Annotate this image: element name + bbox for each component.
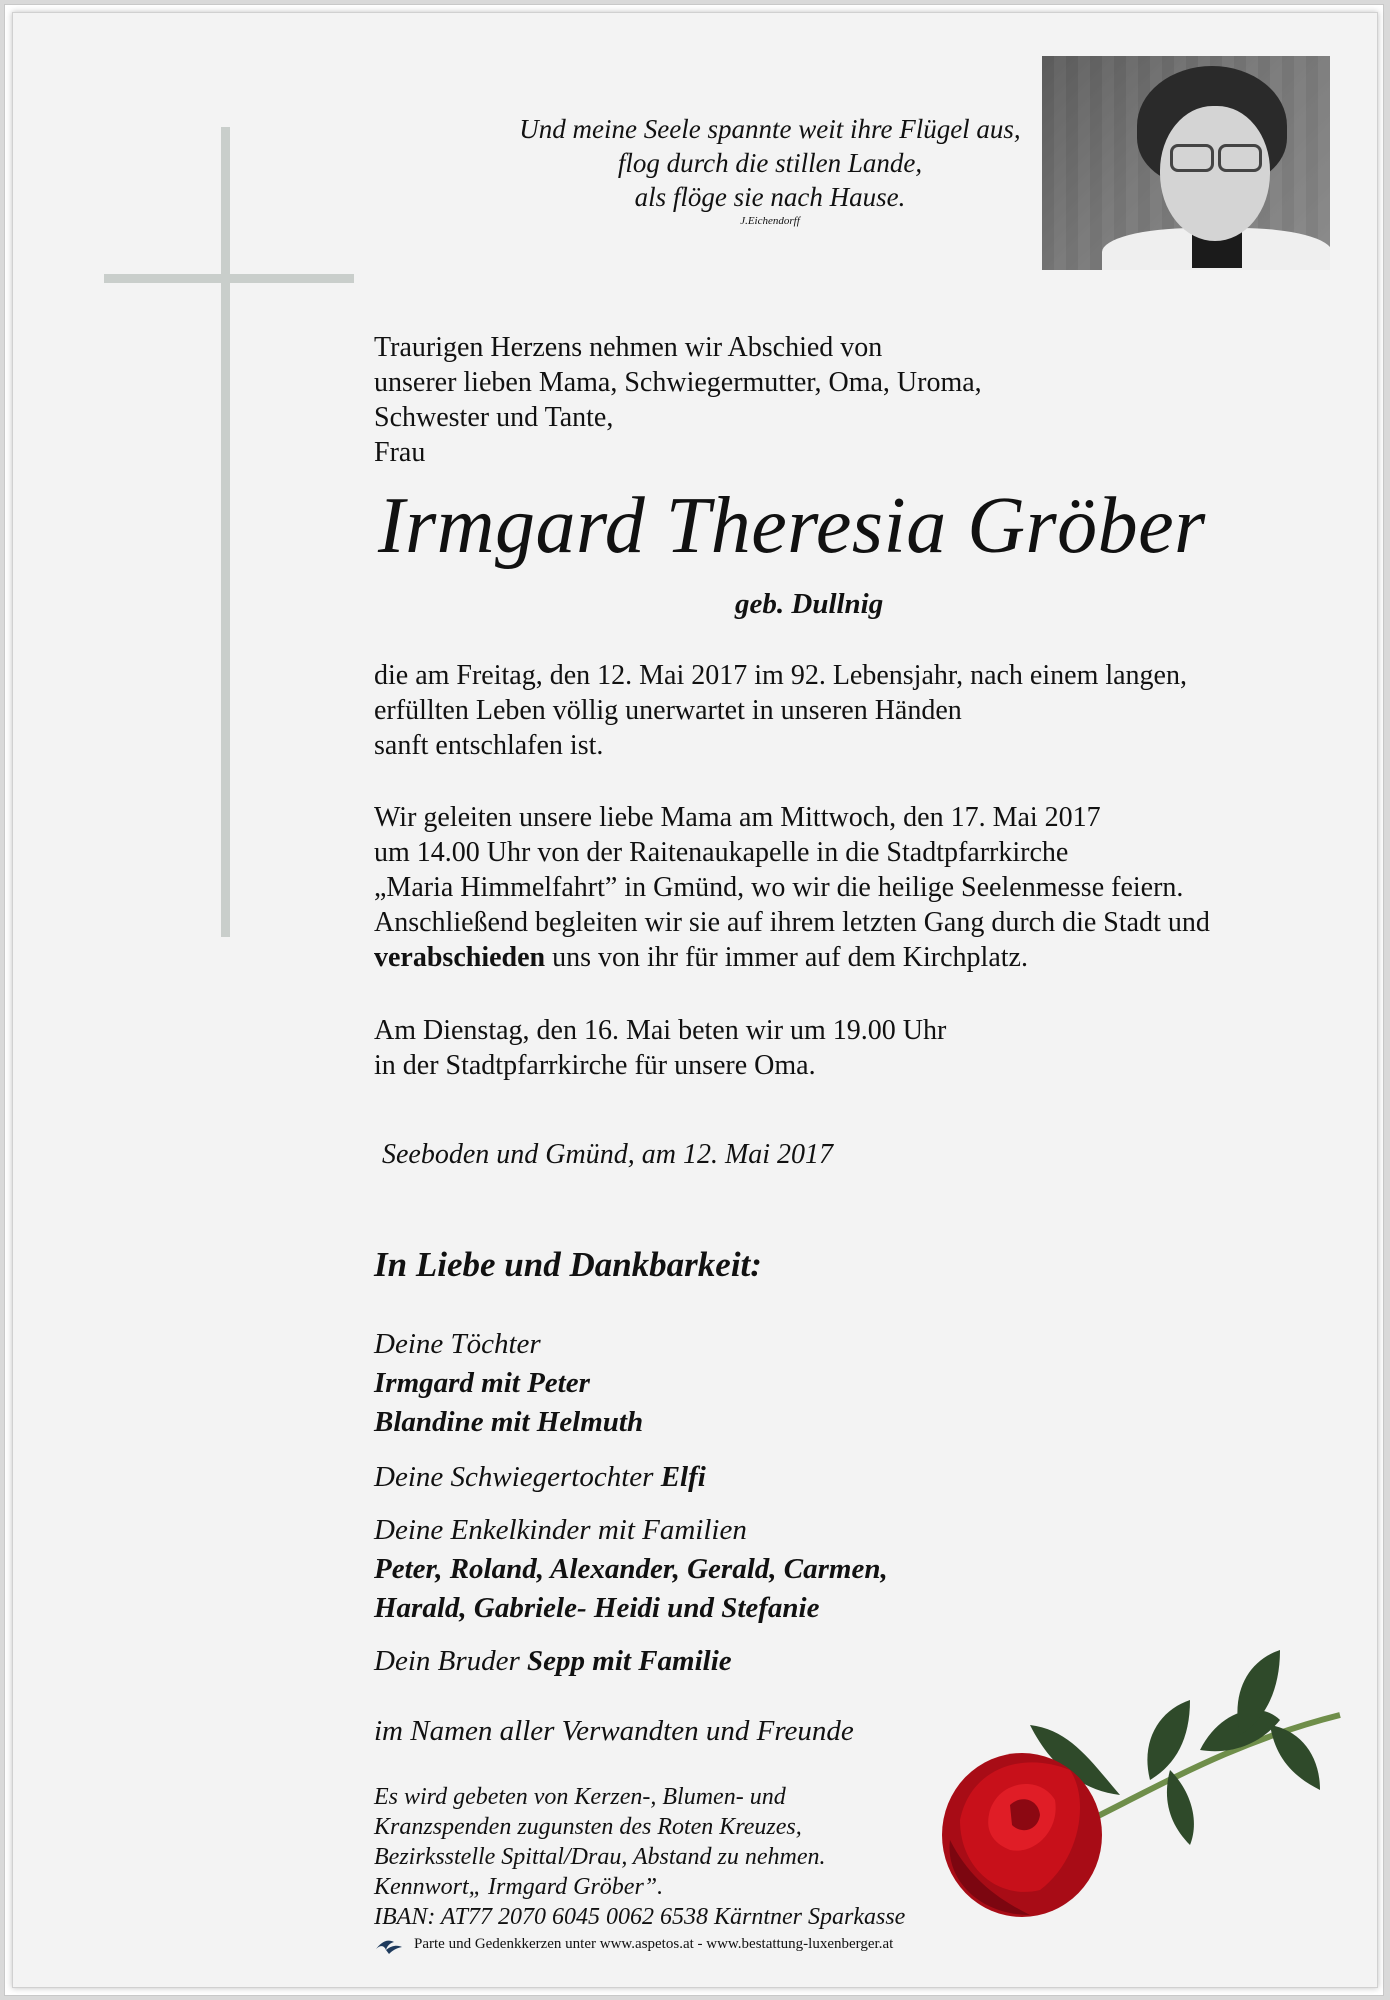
brother-label: Dein Bruder xyxy=(374,1645,528,1677)
intro-line: Traurigen Herzens nehmen wir Abschied von xyxy=(374,332,883,363)
prayer-details xyxy=(374,1013,946,1083)
funeral-bold-word: verabschieden xyxy=(374,942,546,973)
brother-line xyxy=(374,1642,888,1681)
daughter-in-law-label: Deine Schwiegertochter xyxy=(374,1461,661,1493)
donation-line: Es wird gebeten von Kerzen-, Blumen- und xyxy=(374,1784,786,1810)
intro-line: Frau xyxy=(374,437,426,468)
prayer-line: Am Dienstag, den 16. Mai beten wir um 19.00 Uhr xyxy=(374,1015,947,1046)
daughter-2: Blandine mit Helmuth xyxy=(374,1406,644,1438)
grandchildren-1: Peter, Roland, Alexander, Gerald, Carmen, xyxy=(374,1553,888,1585)
intro-line: Schwester und Tante, xyxy=(374,402,614,433)
funeral-details xyxy=(374,800,1210,975)
intro-text xyxy=(374,330,982,470)
grandchildren-2: Harald, Gabriele- Heidi und Stefanie xyxy=(374,1592,820,1624)
funeral-line: Wir geleiten unsere liebe Mama am Mittwoch, den 17. Mai 2017 xyxy=(374,802,1101,833)
daughters-names xyxy=(374,1403,888,1442)
funeral-line-rest: uns von ihr für immer auf dem Kirchplatz. xyxy=(545,942,1028,973)
intro-line: unserer lieben Mama, Schwiegermutter, Oma, Uroma, xyxy=(374,367,982,398)
quote-line: Und meine Seele spannte weit ihre Flügel aus, xyxy=(519,114,1021,144)
funeral-line: „Maria Himmelfahrt” in Gmünd, wo wir die heilige Seelenmesse feiern. xyxy=(374,872,1184,903)
birth-name: geb. Dullnig xyxy=(735,588,884,620)
portrait-photo xyxy=(1042,56,1330,270)
grandchildren-names xyxy=(374,1550,888,1589)
daughter-in-law-line xyxy=(374,1458,888,1497)
donation-line: Kennwort„ Irmgard Gröber”. xyxy=(374,1874,664,1900)
grandchildren-names xyxy=(374,1589,888,1628)
mourners-heading: In Liebe und Dankbarkeit: xyxy=(374,1245,762,1284)
death-notice-line: sanft entschlafen ist. xyxy=(374,730,604,761)
donation-note xyxy=(374,1782,905,1932)
death-notice-line: erfüllten Leben völlig unerwartet in unseren Händen xyxy=(374,695,962,726)
quote-line: als flöge sie nach Hause. xyxy=(634,182,906,212)
daughter-1: Irmgard mit Peter xyxy=(374,1367,590,1399)
red-rose-image xyxy=(940,1630,1360,1930)
deceased-name: Irmgard Theresia Gröber xyxy=(378,482,1206,570)
quote-author: J.Eichendorff xyxy=(740,215,800,227)
grandchildren-label: Deine Enkelkinder mit Familien xyxy=(374,1514,747,1546)
cross-vertical-beam xyxy=(221,127,230,937)
donation-line: Kranzspenden zugunsten des Roten Kreuzes, xyxy=(374,1814,802,1840)
funeral-line: Anschließend begleiten wir sie auf ihrem letzten Gang durch die Stadt und xyxy=(374,907,1210,938)
relatives-line: im Namen aller Verwandten und Freunde xyxy=(374,1715,854,1747)
eichendorff-quote xyxy=(420,112,1120,228)
funeral-line-last xyxy=(374,940,1210,975)
quote-line: flog durch die stillen Lande, xyxy=(617,148,923,178)
prayer-line: in der Stadtpfarrkirche für unsere Oma. xyxy=(374,1050,816,1081)
brother-name: Sepp mit Familie xyxy=(527,1645,732,1677)
place-date: Seeboden und Gmünd, am 12. Mai 2017 xyxy=(382,1139,834,1170)
donation-line: IBAN: AT77 2070 6045 0062 6538 Kärntner Sparkasse xyxy=(374,1904,906,1930)
cross-horizontal-beam xyxy=(104,274,354,283)
death-notice xyxy=(374,658,1187,763)
footer xyxy=(374,1933,893,1955)
daughters-label: Deine Töchter xyxy=(374,1328,541,1360)
footer-text: Parte und Gedenkkerzen unter www.aspetos.at - www.bestattung-luxenberger.at xyxy=(414,1935,894,1952)
daughters-names xyxy=(374,1364,888,1403)
bird-logo-icon xyxy=(374,1933,404,1955)
donation-line: Bezirksstelle Spittal/Drau, Abstand zu nehmen. xyxy=(374,1844,826,1870)
mourners-list xyxy=(374,1325,888,1751)
daughter-in-law-name: Elfi xyxy=(660,1461,706,1493)
death-notice-line: die am Freitag, den 12. Mai 2017 im 92. Lebensjahr, nach einem langen, xyxy=(374,660,1187,691)
funeral-line: um 14.00 Uhr von der Raitenaukapelle in die Stadtpfarrkirche xyxy=(374,837,1069,868)
